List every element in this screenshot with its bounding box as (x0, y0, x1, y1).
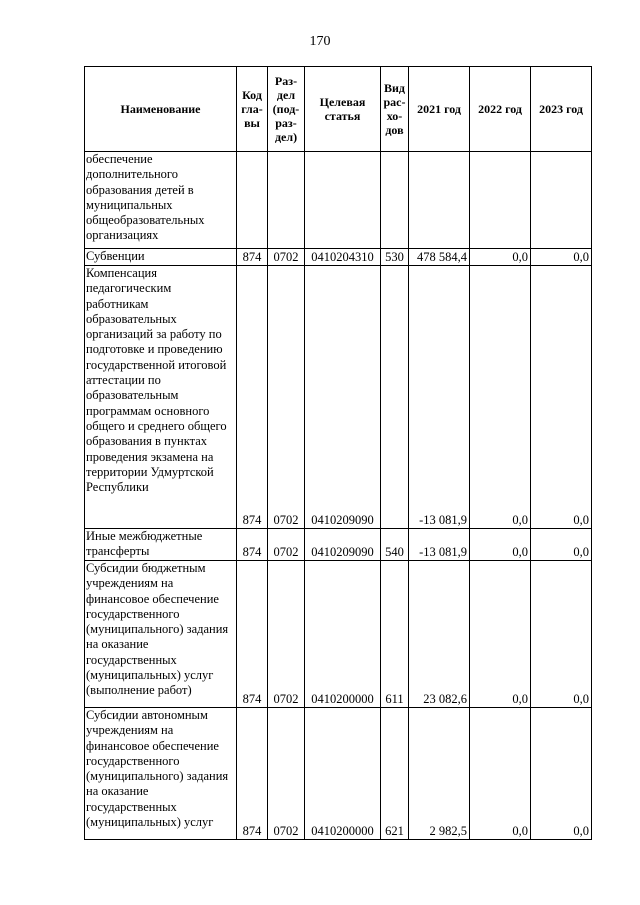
row-2023: 0,0 (531, 708, 592, 840)
row-target: 0410200000 (305, 561, 381, 708)
row-2021: -13 081,9 (409, 266, 470, 529)
row-chapter: 874 (237, 249, 268, 266)
row-chapter: 874 (237, 561, 268, 708)
table-row (85, 249, 592, 266)
row-2022: 0,0 (470, 529, 531, 561)
row-2022: 0,0 (470, 249, 531, 266)
row-section: 0702 (268, 266, 305, 529)
row-expense: 530 (381, 249, 409, 266)
header-chapter: Код гла- вы (237, 67, 268, 152)
header-target: Целевая статья (305, 67, 381, 152)
row-chapter (237, 152, 268, 249)
row-expense: 611 (381, 561, 409, 708)
table-row (85, 561, 592, 708)
header-expense: Вид рас- хо- дов (381, 67, 409, 152)
row-2022: 0,0 (470, 561, 531, 708)
table-row (85, 529, 592, 561)
header-2023: 2023 год (531, 67, 592, 152)
row-target: 0410200000 (305, 708, 381, 840)
header-2021: 2021 год (409, 67, 470, 152)
table-row (85, 266, 592, 529)
header-name: Наименование (85, 67, 237, 152)
row-target: 0410209090 (305, 529, 381, 561)
row-section (268, 152, 305, 249)
row-name: Субсидии автономным учреждениям на финансовое обеспечение государственного (муниципального) задания на оказание государственных (муниципальных) услуг (85, 708, 237, 840)
table-row (85, 152, 592, 249)
row-section: 0702 (268, 708, 305, 840)
budget-table (84, 66, 592, 840)
table-row (85, 708, 592, 840)
header-row (85, 67, 592, 152)
row-2021: 2 982,5 (409, 708, 470, 840)
row-2021: 478 584,4 (409, 249, 470, 266)
row-chapter: 874 (237, 529, 268, 561)
row-2023: 0,0 (531, 529, 592, 561)
header-2022: 2022 год (470, 67, 531, 152)
row-chapter: 874 (237, 708, 268, 840)
row-2022: 0,0 (470, 266, 531, 529)
row-chapter: 874 (237, 266, 268, 529)
row-name: Субвенции (85, 249, 237, 266)
row-2023: 0,0 (531, 249, 592, 266)
row-2023: 0,0 (531, 266, 592, 529)
row-2023: 0,0 (531, 561, 592, 708)
row-target: 0410209090 (305, 266, 381, 529)
row-2022 (470, 152, 531, 249)
row-2021: 23 082,6 (409, 561, 470, 708)
row-expense (381, 152, 409, 249)
row-name: Компенсация педагогическим работникам образовательных организаций за работу по подготовке и проведению государственной итоговой аттестации по образовательным программам основного общего и среднего общего образования в пунктах проведения экзамена на территории Удмуртской Республики (85, 266, 237, 529)
row-2023 (531, 152, 592, 249)
row-section: 0702 (268, 529, 305, 561)
page-number: 170 (309, 34, 331, 49)
row-name: обеспечение дополнительного образования детей в муниципальных общеобразовательных организациях (85, 152, 237, 249)
row-2021 (409, 152, 470, 249)
row-name: Иные межбюджетные трансферты (85, 529, 237, 561)
row-2021: -13 081,9 (409, 529, 470, 561)
row-expense: 621 (381, 708, 409, 840)
row-section: 0702 (268, 249, 305, 266)
row-section: 0702 (268, 561, 305, 708)
header-section: Раз- дел (под- раз- дел) (268, 67, 305, 152)
row-target (305, 152, 381, 249)
row-expense: 540 (381, 529, 409, 561)
row-name: Субсидии бюджетным учреждениям на финансовое обеспечение государственного (муниципального) задания на оказание государственных (муниципальных) услуг (выполнение работ) (85, 561, 237, 708)
row-target: 0410204310 (305, 249, 381, 266)
row-expense (381, 266, 409, 529)
row-2022: 0,0 (470, 708, 531, 840)
